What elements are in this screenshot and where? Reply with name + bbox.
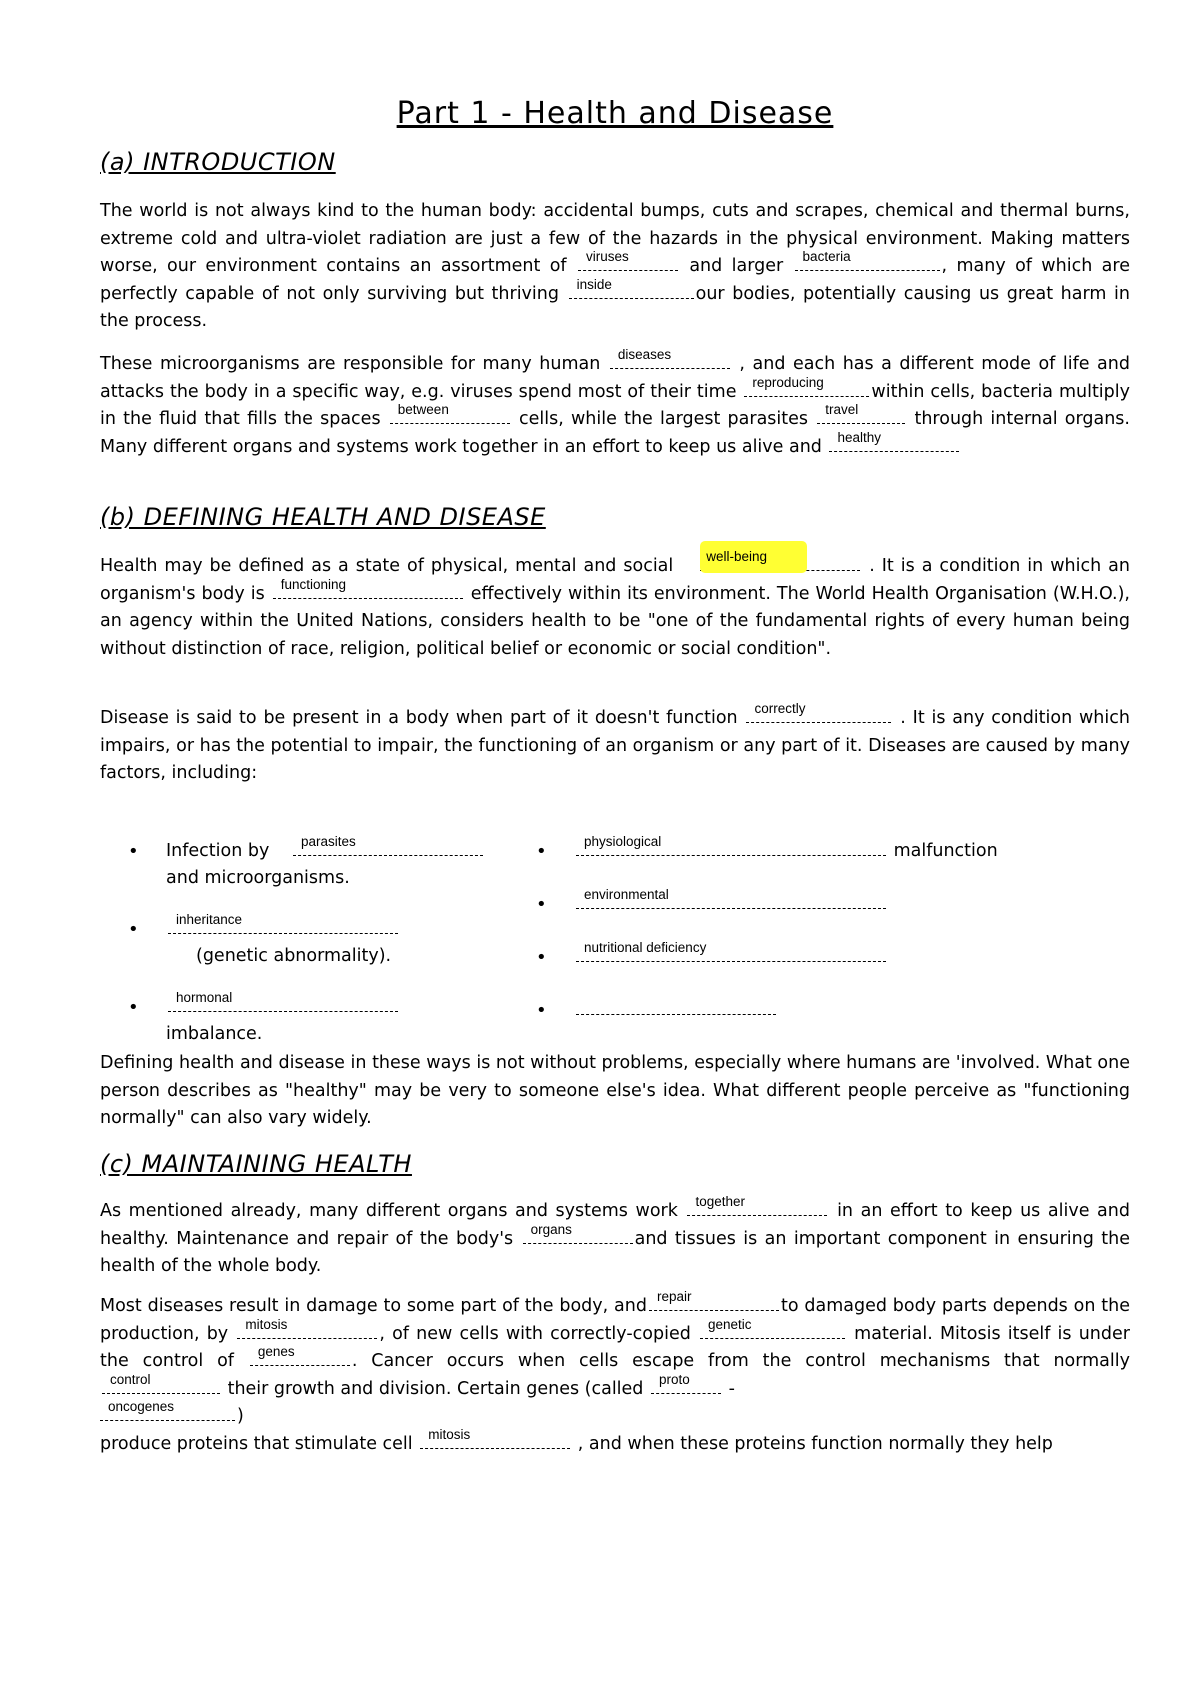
text: (genetic abnormality). [196,946,392,966]
list-item [128,834,498,892]
blank-answer: mitosis [428,1426,471,1442]
blank-answer: inside [576,276,612,292]
blank-answer: genes [257,1344,295,1359]
text: through internal organs. Many different organs and systems work together in an effort to keep us alive and [100,409,1130,457]
list-item [128,912,498,970]
text: their growth and division. Certain genes (called [227,1378,644,1399]
text: and microorganisms. [166,868,350,888]
text: effectively within its environment. The World Health Organisation (W.H.O.), an agency within the United Nations, considers health to be "one of the fundamental rights of every human being without distinction of race, religion, political belief or economic or social condition". [100,583,1130,659]
document-page [100,0,1130,1696]
blank-answer: proto [659,1371,690,1387]
text: ) [237,1406,244,1426]
section-b-heading: (b) DEFINING HEALTH AND DISEASE [100,503,546,531]
fill-blank[interactable] [168,990,398,1012]
blank-answer: organs [530,1221,572,1237]
section-a-heading: (a) INTRODUCTION [100,148,336,176]
text: malfunction [893,841,998,861]
blank-answer: • nutritional deficiency [584,940,707,955]
fill-blank[interactable] [687,1194,827,1216]
fill-blank[interactable] [168,912,398,934]
text: Infection by [166,841,270,861]
text: within cells, bacteria multiply in the fluid that fills the spaces [100,381,1130,429]
text: our bodies, potentially causing us great harm in the process. [100,283,1130,331]
text: Health may be defined as a state of physical, mental and social [100,556,674,576]
text: to damaged body parts depends on the production, by [100,1296,1130,1344]
text: . Cancer occurs when cells escape from the control mechanisms that normally [351,1351,1130,1371]
fill-blank[interactable] [651,1371,721,1394]
list-item [536,997,1036,1024]
text: Disease is said to be present in a body when part of it doesn't function [100,708,738,728]
text: , of new cells with correctly-copied [379,1323,691,1344]
fill-blank[interactable] [795,249,940,271]
fill-blank[interactable] [576,997,776,1015]
section-c-paragraph-2 [100,1289,1130,1458]
text: . It is any condition which impairs, or has the potential to impair, the functioning of an organism or any part of it. Diseases are caused by many factors, including: [100,708,1130,783]
fill-blank[interactable] [569,276,694,299]
blank-answer: parasites [300,834,356,849]
text: As mentioned already, many different organs and systems work [100,1201,678,1221]
section-b-paragraph-2 [100,701,1130,788]
text: . It is a condition in which an organism's body is [100,556,1130,604]
text: and tissues is an important component in ensuring the health of the whole body. [100,1228,1130,1276]
fill-blank[interactable] [420,1426,570,1449]
causes-list-left [128,834,498,1072]
list-item [536,887,1036,918]
text: in an effort to keep us alive and healthy. Maintenance and repair of the body's [100,1201,1130,1249]
text: material. Mitosis itself is under the control of [100,1323,1130,1371]
section-b-paragraph-3: Defining health and disease in these ways is not without problems, especially where humans are 'involved. What one person describes as "healthy" may be very to someone else's idea. What different people perceive as "functioning normally" can also vary widely. [100,1053,1130,1128]
blank-answer: • inheritance [176,912,243,927]
text: These microorganisms are responsible for many human [100,354,601,374]
blank-answer: viruses [585,249,629,264]
blank-answer: mitosis [245,1316,288,1332]
fill-blank[interactable] [250,1344,350,1366]
fill-blank[interactable] [649,1289,779,1311]
fill-blank[interactable] [576,887,886,909]
blank-answer: repair [656,1289,692,1304]
list-item [536,834,1036,865]
section-b-paragraph-1 [100,549,1130,663]
fill-blank[interactable] [700,1316,845,1339]
section-c-paragraph-1 [100,1194,1130,1281]
blank-answer: • physiological [584,834,662,849]
page-title: Part 1 - Health and Disease [396,96,834,131]
fill-blank[interactable] [610,347,730,369]
fill-blank[interactable] [102,1371,220,1394]
blank-answer: reproducing [752,374,824,390]
fill-blank[interactable] [829,429,959,452]
text: and larger [689,256,784,276]
section-a-paragraph-2 [100,347,1130,461]
blank-answer: functioning [280,576,347,592]
text: , many of which are perfectly capable of not only surviving but thriving [100,256,1130,304]
fill-blank[interactable] [523,1221,633,1244]
causes-list-right [536,834,1036,1048]
text: imbalance. [166,1024,263,1044]
fill-blank[interactable] [390,402,510,424]
blank-answer: • hormonal [176,990,233,1005]
blank-answer: between [397,402,449,417]
section-c-heading: (c) MAINTAINING HEALTH [100,1150,412,1178]
text: produce proteins that stimulate cell [100,1433,413,1454]
blank-answer: control [110,1371,151,1387]
text: The world is not always kind to the human body: accidental bumps, cuts and scrapes, chemical and thermal burns, extreme cold and ultra-violet radiation are just a few of the hazards in the physical environment. Making matters worse, our environment contains an assortment of [100,201,1130,276]
list-item [128,990,498,1048]
fill-blank[interactable] [744,374,869,397]
fill-blank[interactable] [293,834,483,856]
fill-blank[interactable] [576,834,886,856]
text: , and each has a different mode of life and attacks the body in a specific way, e.g. viruses spend most of their time [100,354,1130,402]
blank-answer: oncogenes [108,1399,175,1414]
blank-answer: correctly [754,701,806,716]
list-item [536,940,1036,971]
fill-blank[interactable] [237,1316,377,1339]
blank-answer: diseases [617,347,672,362]
section-a-paragraph-1 [100,198,1130,336]
fill-blank[interactable] [273,576,463,599]
blank-answer: travel [825,402,859,417]
blank-answer: genetic [708,1316,752,1332]
blank-answer: • environmental [584,887,669,902]
text: , and when these proteins function normally they help [577,1433,1053,1454]
text: cells, while the largest parasites [519,409,809,429]
fill-blank[interactable] [700,549,860,571]
fill-blank[interactable] [817,402,905,424]
blank-answer: together [695,1194,746,1209]
blank-answer-highlighted: well-being [700,541,807,573]
text: - [728,1378,735,1399]
fill-blank[interactable] [578,249,678,271]
fill-blank[interactable] [100,1399,235,1421]
fill-blank[interactable] [576,940,886,962]
blank-answer: bacteria [802,249,851,264]
blank-answer: healthy [837,429,882,445]
text: Most diseases result in damage to some part of the body, and [100,1296,647,1316]
fill-blank[interactable] [746,701,891,723]
